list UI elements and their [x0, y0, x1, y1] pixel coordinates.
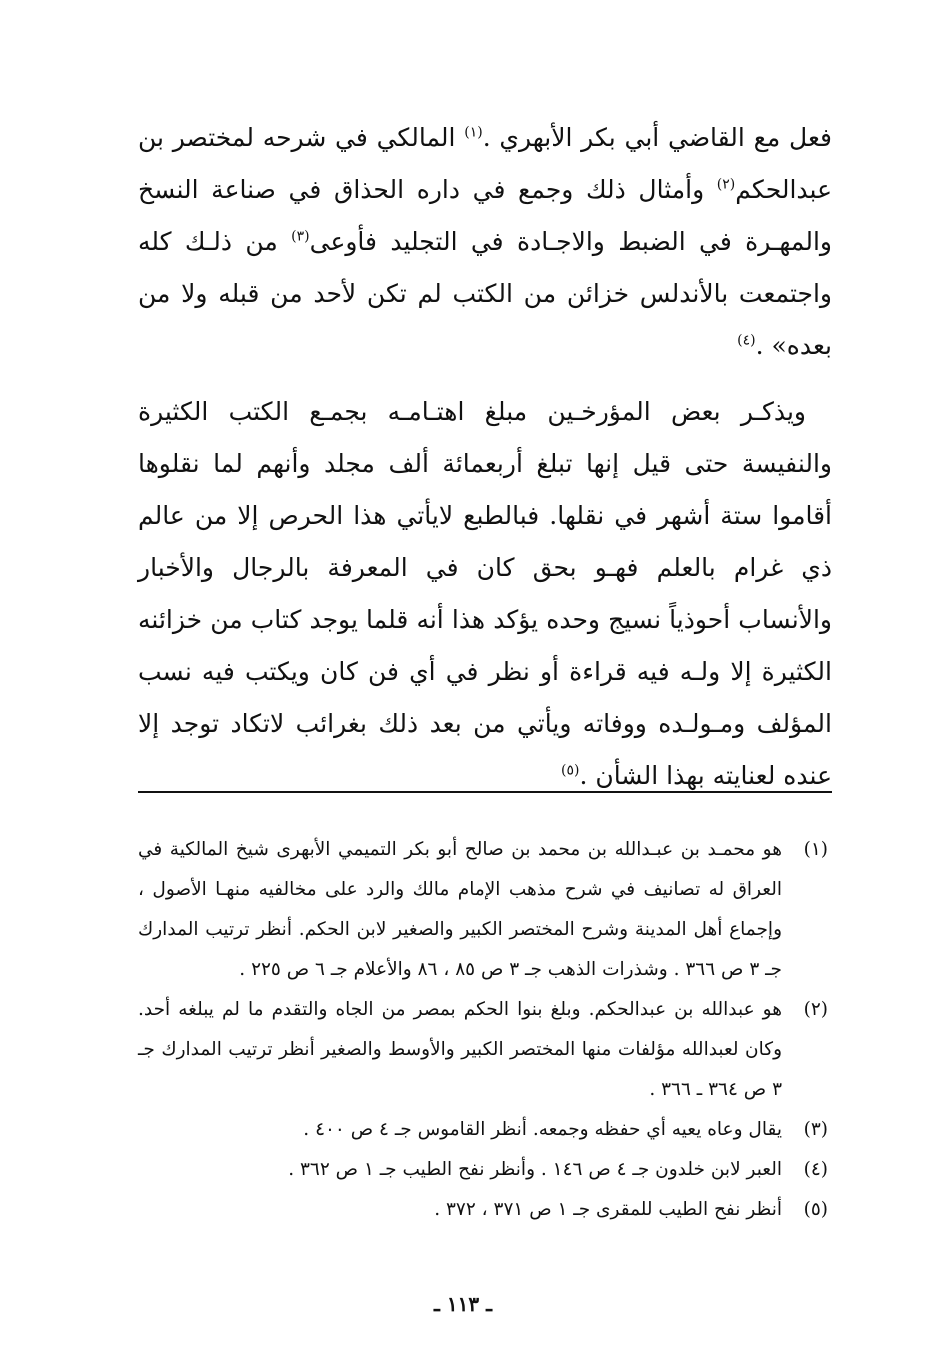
footnote-ref-5[interactable]: (٥): [560, 762, 580, 779]
footnote-text: العبر لابن خلدون جـ ٤ ص ١٤٦ . وأنظر نفح الطيب جـ ١ ص ٣٦٢ .: [288, 1159, 782, 1180]
footnote-text: هو عبدالله بن عبدالحكم. وبلغ بنوا الحكم بمصر من الجاه والتقدم ما لم يبلغه أحد. وكان لعبدالله مؤلفات منها المختصر الكبير والأوسط والصغير أنظر ترتيب المدارك جـ ٣ ص ٣٦٤ ـ ٣٦٦ .: [138, 999, 782, 1100]
footnote-number: (١): [803, 839, 828, 860]
footnote-3: [138, 1110, 828, 1150]
footnote-text: هو محمـد بن عبـدالله بن محمد بن صالح أبو بكر التميمي الأبهرى شيخ المالكية في العراق له تصانيف في شرح مذهب الإمام مالك والرد على مخالفيه منهـا الأصول ، وإجماع أهل المدينة وشرح المختصر الكبير والصغير لابن الحكم. أنظر ترتيب المدارك جـ ٣ ص ٣٦٦ . وشذرات الذهب جـ ٣ ص ٨٥ ، ٨٦ والأعلام جـ ٦ ص ٢٢٥ .: [138, 839, 782, 980]
footnote-ref-2[interactable]: (٢): [716, 176, 736, 193]
paragraph-1: [138, 112, 832, 372]
footnote-number: (٢): [803, 999, 828, 1020]
text-segment: فعل مع القاضي أبي بكر الأبهري .: [482, 123, 832, 152]
text-segment: من ذلـك كله واجتمعت بالأندلس خزائن من الكتب لم تكن لأحد من قبله ولا من بعده» .: [138, 227, 832, 360]
text-segment: ويذكـر بعض المؤرخـين مبلغ اهتـامـه بجمـع الكتب الكثيرة والنفيسة حتى قيل إنها تبلغ أربعمائة ألف مجلد وأنهم لما نقلوها أقاموا ستة أشهر في نقلها. فبالطبع لايأتي هذا الحرص إلا من عالم ذي غرام بالعلم فهـو بحق كان في المعرفة بالرجال والأخبار والأنساب أحوذياً نسيج وحده يؤكد هذا أنه قلما يوجد كتاب من خزائنه الكثيرة إلا ولـه فيه قراءة أو نظر في أي فن كان ويكتب فيه نسب المؤلف ومـولـده ووفاته ويأتي من بعد ذلك بغرائب لاتكاد توجد إلا عنده لعنايته بهذا الشأن .: [138, 397, 832, 790]
footnote-number: (٤): [803, 1159, 828, 1180]
footnote-ref-3[interactable]: (٣): [291, 228, 310, 245]
footnote-divider: [138, 791, 832, 793]
footnote-number: (٥): [803, 1199, 828, 1220]
page-number: ـ ١١٣ ـ: [434, 1292, 492, 1316]
text-segment: المالكي في شرحه لمختصر بن عبدالحكم: [138, 123, 832, 204]
footnote-text: يقال وعاه يعيه أي حفظه وجمعه. أنظر القاموس جـ ٤ ص ٤٠٠ .: [303, 1119, 782, 1140]
footnote-4: [138, 1150, 828, 1190]
footnote-1: [138, 830, 828, 990]
footnote-2: [138, 990, 828, 1110]
paragraph-2: [138, 386, 832, 802]
footnote-5: [138, 1190, 828, 1230]
text-segment: وأمثال ذلك وجمع في داره الحذاق في صناعة النسخ والمهـرة في الضبط والاجـادة في التجليد فأوعى: [138, 175, 832, 256]
main-text: [138, 112, 832, 802]
footnote-ref-1[interactable]: (١): [464, 124, 483, 141]
footnote-ref-4[interactable]: (٤): [737, 332, 756, 349]
footnote-text: أنظر نفح الطيب للمقرى جـ ١ ص ٣٧١ ، ٣٧٢ .: [434, 1199, 782, 1220]
footnote-number: (٣): [803, 1119, 828, 1140]
footnotes: [138, 830, 828, 1230]
